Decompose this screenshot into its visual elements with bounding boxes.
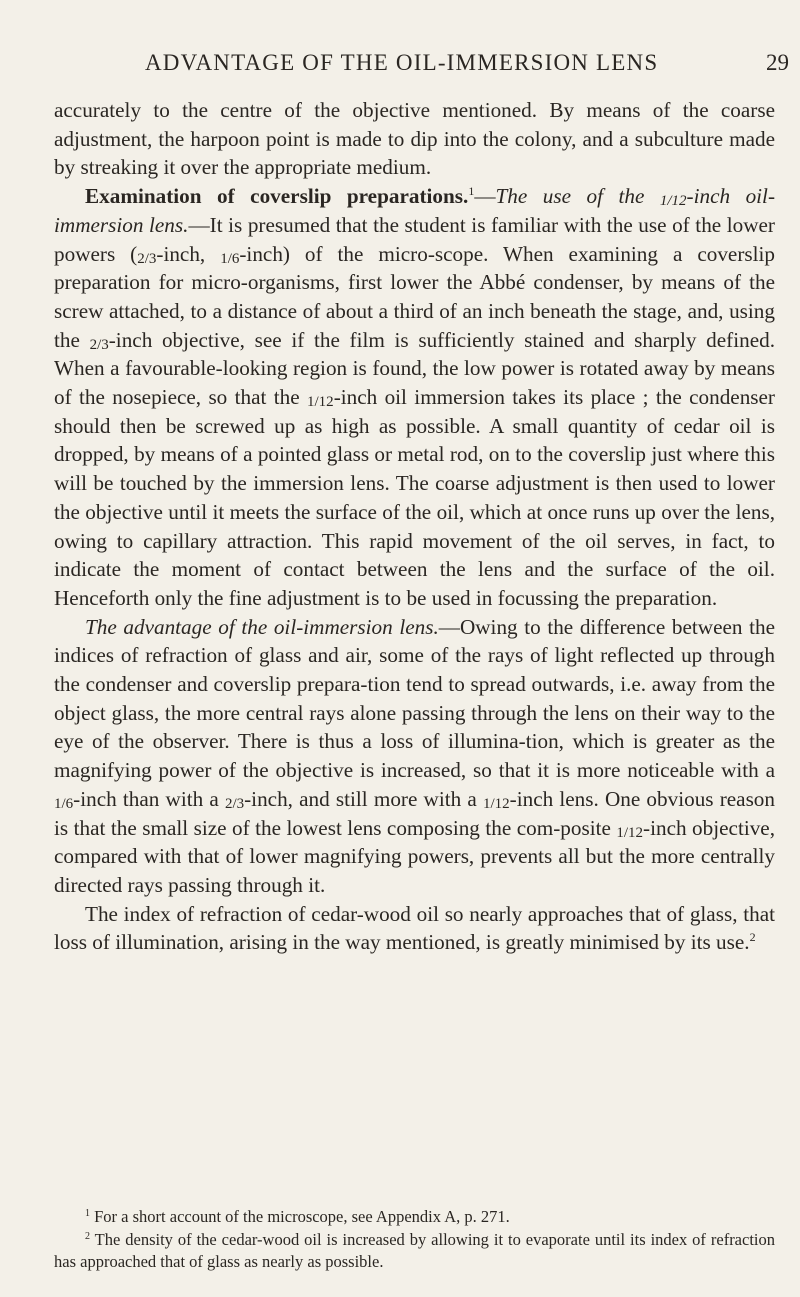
- section-heading: Examination of coverslip preparations.: [85, 184, 469, 209]
- page-number: 29: [766, 50, 789, 75]
- footnote: $^2$ The density of the cedar-wood oil is increased by allowing it to evaporate until its index of refraction has approached that of glass as nearly as possible.: [54, 1229, 776, 1272]
- paragraph-coverslip-examination: Examination of coverslip preparations.$^1$—The use of the 1/12-inch oil-immersion lens.—It is presumed that the student is familiar with the use of the lower powers (2/3-inch, 1/6-inch) of the micro-scope. When examining a coverslip preparation for micro-organisms, first lower the Abbé condenser, by means of the screw attached, to a distance of about a third of an inch beneath the stage, and, using the 2/3-inch objective, see if the film is sufficiently stained and sharply defined. When a favourable-looking region is found, the low power is rotated away by means of the nosepiece, so that the 1/12-inch oil immersion takes its place ; the condenser should then be screwed up as high as possible. A small quantity of cedar oil is dropped, by means of a pointed glass or metal rod, on to the coverslip just where this will be touched by the immersion lens. The coarse adjustment is then used to lower the objective until it meets the surface of the oil, which at once runs up over the lens, owing to capillary attraction. This rapid movement of the oil serves, in fact, to indicate the moment of contact between the lens and the surface of the oil. Henceforth only the fine adjustment is to be used in focussing the preparation.: [54, 184, 775, 610]
- subheading: The advantage of the oil-immersion lens.: [85, 614, 439, 639]
- footnote: $^1$ For a short account of the microscope, see Appendix A, p. 271.: [85, 1207, 510, 1226]
- running-header: [0, 50, 800, 84]
- footnote-ref-1: 1: [468, 184, 475, 199]
- subheading: The use of the 1/12-inch oil-immersion lens.: [54, 184, 775, 237]
- paragraph-oil-immersion-advantage: The advantage of the oil-immersion lens.—Owing to the difference between the indices of refraction of glass and air, some of the rays of light reflected up through the condenser and coverslip prepara-tion tend to spread outwards, i.e. away from the object glass, the more central rays alone passing through the lens on their way to the eye of the observer. There is thus a loss of illumina-tion, which is greater as the magnifying power of the objective is increased, so that it is more noticeable with a 1/6-inch than with a 2/3-inch, and still more with a 1/12-inch lens. One obvious reason is that the small size of the lowest lens composing the com-posite 1/12-inch objective, compared with that of lower magnifying powers, prevents all but the more centrally directed rays passing through it.: [54, 614, 776, 897]
- paragraph-continuation: accurately to the centre of the objective mentioned. By means of the coarse adjustment, the harpoon point is made to dip into the colony, and a subculture made by streaking it over the appropriate medium.: [54, 98, 775, 180]
- running-title: ADVANTAGE OF THE OIL-IMMERSION LENS: [145, 50, 659, 75]
- footnotes: [54, 1206, 775, 1274]
- paragraph-cedar-oil: The index of refraction of cedar-wood oil so nearly approaches that of glass, that loss of illumination, arising in the way mentioned, is greatly minimised by its use.$^2$: [54, 901, 775, 955]
- body-text: [54, 96, 775, 957]
- footnote-ref-2: 2: [749, 930, 756, 945]
